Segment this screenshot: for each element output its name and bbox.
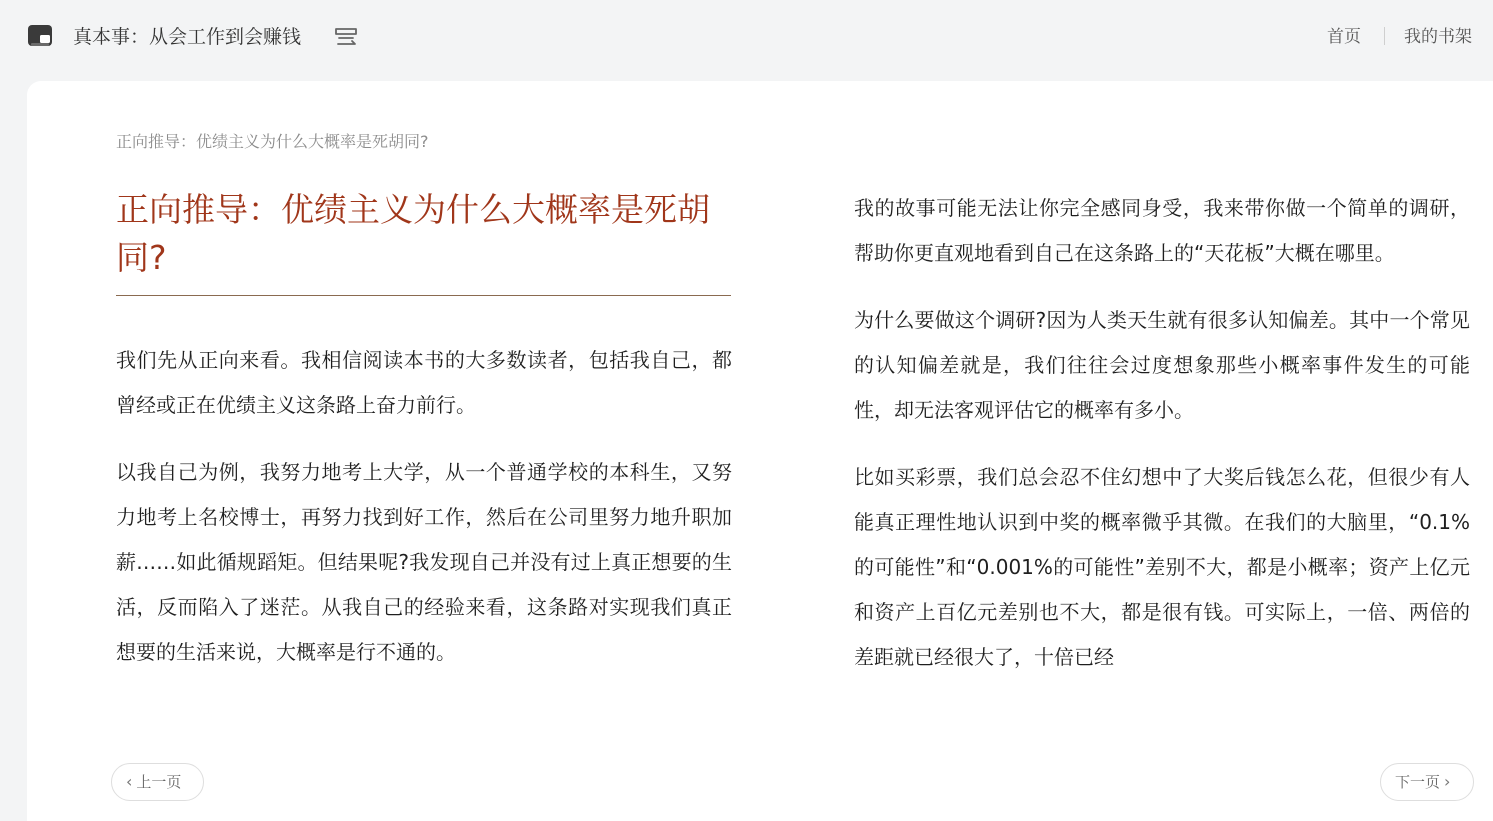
prev-page-button[interactable] xyxy=(111,763,204,801)
book-title: 真本事：从会工作到会赚钱 xyxy=(73,26,302,48)
left-column xyxy=(116,338,732,697)
top-bar xyxy=(0,0,1493,80)
nav-bookshelf-link[interactable]: 我的书架 xyxy=(1404,27,1472,47)
chevron-left-icon: ‹ xyxy=(126,772,133,791)
paragraph: 我的故事可能无法让你完全感同身受，我来带你做一个简单的调研，帮助你更直观地看到自己在这条路上的“天花板”大概在哪里。 xyxy=(854,196,1470,265)
paragraph: 以我自己为例，我努力地考上大学，从一个普通学校的本科生，又努力地考上名校博士，再努力找到好工作，然后在公司里努力地升职加薪……如此循规蹈矩。但结果呢?我发现自己并没有过上真正想要的生活，反而陷入了迷茫。从我自己的经验来看，这条路对实现我们真正想要的生活来说，大概率是行不通的。 xyxy=(116,460,732,664)
next-page-button[interactable] xyxy=(1380,763,1474,801)
nav-divider xyxy=(1384,27,1385,45)
prev-page-label: 上一页 xyxy=(136,773,182,791)
nav-home-link[interactable]: 首页 xyxy=(1327,27,1361,47)
chevron-right-icon: › xyxy=(1444,772,1451,791)
right-column xyxy=(854,186,1470,726)
title-divider xyxy=(116,295,731,296)
chapter-title: 正向推导：优绩主义为什么大概率是死胡同? xyxy=(116,190,710,277)
next-page-label: 下一页 xyxy=(1395,773,1441,791)
chapter-breadcrumb: 正向推导：优绩主义为什么大概率是死胡同? xyxy=(116,132,429,151)
paragraph: 为什么要做这个调研?因为人类天生就有很多认知偏差。其中一个常见的认知偏差就是，我们往往会过度想象那些小概率事件发生的可能性，却无法客观评估它的概率有多小。 xyxy=(854,308,1470,422)
paragraph: 我们先从正向来看。我相信阅读本书的大多数读者，包括我自己，都曾经或正在优绩主义这条路上奋力前行。 xyxy=(116,348,732,417)
book-icon[interactable] xyxy=(27,24,53,49)
catalog-icon[interactable] xyxy=(333,25,359,49)
paragraph: 比如买彩票，我们总会忍不住幻想中了大奖后钱怎么花，但很少有人能真正理性地认识到中奖的概率微乎其微。在我们的大脑里，“0.1%的可能性”和“0.001%的可能性”差别不大，都是小概率；资产上亿元和资产上百亿元差别也不大，都是很有钱。可实际上，一倍、两倍的差距就已经很大了，十倍已经 xyxy=(854,465,1470,669)
